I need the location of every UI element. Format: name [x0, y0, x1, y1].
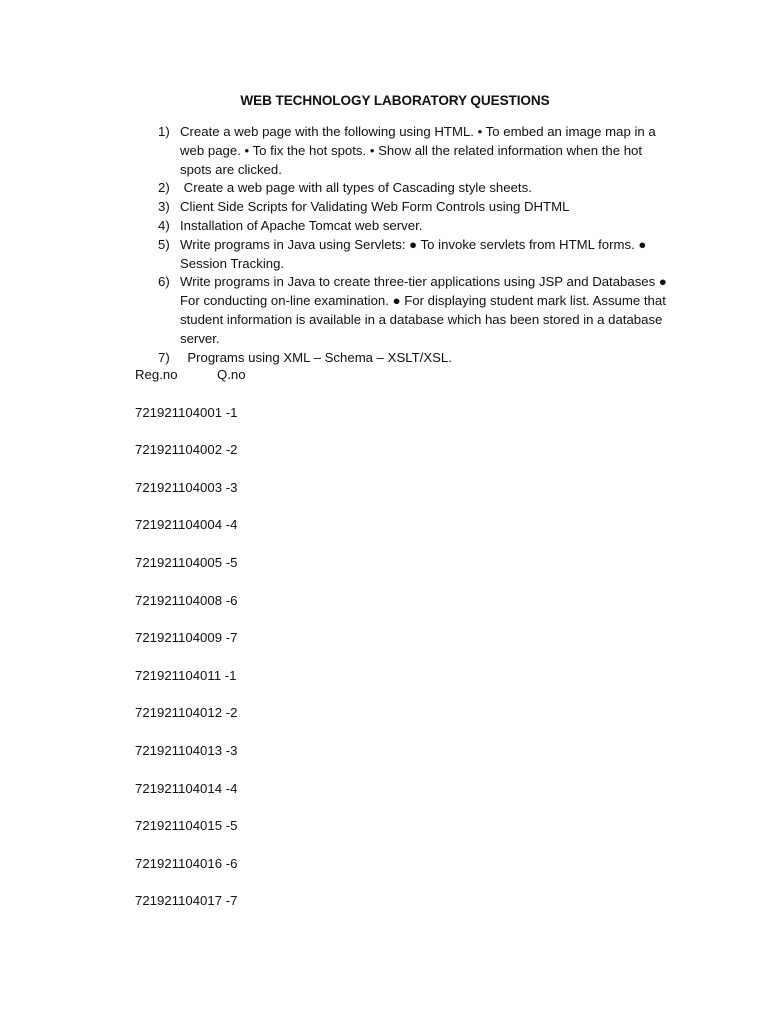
assignment-row: 721921104005 -5 — [135, 554, 238, 570]
assignment-row: 721921104012 -2 — [135, 705, 238, 721]
assignment-row: 721921104001 -1 — [135, 404, 238, 420]
assignment-row: 721921104017 -7 — [135, 893, 238, 909]
question-item — [155, 179, 675, 198]
assignment-row: 721921104014 -4 — [135, 780, 238, 796]
question-item — [155, 198, 675, 217]
question-item — [155, 349, 675, 368]
assignment-row: 721921104011 -1 — [135, 667, 237, 683]
question-text: Write programs in Java to create three-tier applications using JSP and Databases ● For conducting on-line examination. ● For displaying student mark list. Assume that student information is available in a database which has been stored in a database server. — [180, 274, 667, 346]
q-no-header: Q.no — [217, 367, 246, 382]
question-text: Create a web page with all types of Cascading style sheets. — [180, 180, 532, 196]
question-item — [155, 123, 675, 179]
assignment-row: 721921104004 -4 — [135, 517, 238, 533]
reg-no-header: Reg.no — [135, 367, 178, 382]
question-text: Client Side Scripts for Validating Web Form Controls using DHTML — [180, 199, 570, 215]
question-text: Programs using XML – Schema – XSLT/XSL. — [180, 349, 452, 365]
question-list — [155, 123, 675, 367]
question-number: 5) — [158, 236, 170, 252]
question-text: Write programs in Java using Servlets: ● To invoke servlets from HTML forms. ● Session Tracking. — [180, 236, 647, 271]
question-number: 7) — [158, 349, 170, 365]
assignment-list — [135, 366, 435, 930]
question-number: 1) — [158, 124, 170, 139]
assignment-row: 721921104008 -6 — [135, 592, 238, 608]
question-item — [155, 273, 675, 348]
assignment-row: 721921104013 -3 — [135, 742, 238, 758]
question-number: 2) — [158, 180, 170, 196]
question-number: 6) — [158, 274, 170, 290]
question-number: 4) — [158, 217, 170, 233]
question-number: 3) — [158, 199, 170, 215]
assignment-header — [135, 366, 435, 404]
question-item — [155, 217, 675, 236]
document-title: WEB TECHNOLOGY LABORATORY QUESTIONS — [240, 93, 550, 108]
assignment-row: 721921104002 -2 — [135, 442, 238, 458]
assignment-row: 721921104003 -3 — [135, 479, 238, 495]
assignment-row: 721921104016 -6 — [135, 855, 238, 871]
assignment-row: 721921104015 -5 — [135, 818, 238, 834]
question-text: Create a web page with the following using HTML. • To embed an image map in a web page. • To fix the hot spots. • Show all the related information when the hot spots are clicked. — [180, 124, 656, 177]
assignment-row: 721921104009 -7 — [135, 630, 238, 646]
question-item — [155, 236, 675, 274]
question-text: Installation of Apache Tomcat web server. — [180, 217, 423, 233]
